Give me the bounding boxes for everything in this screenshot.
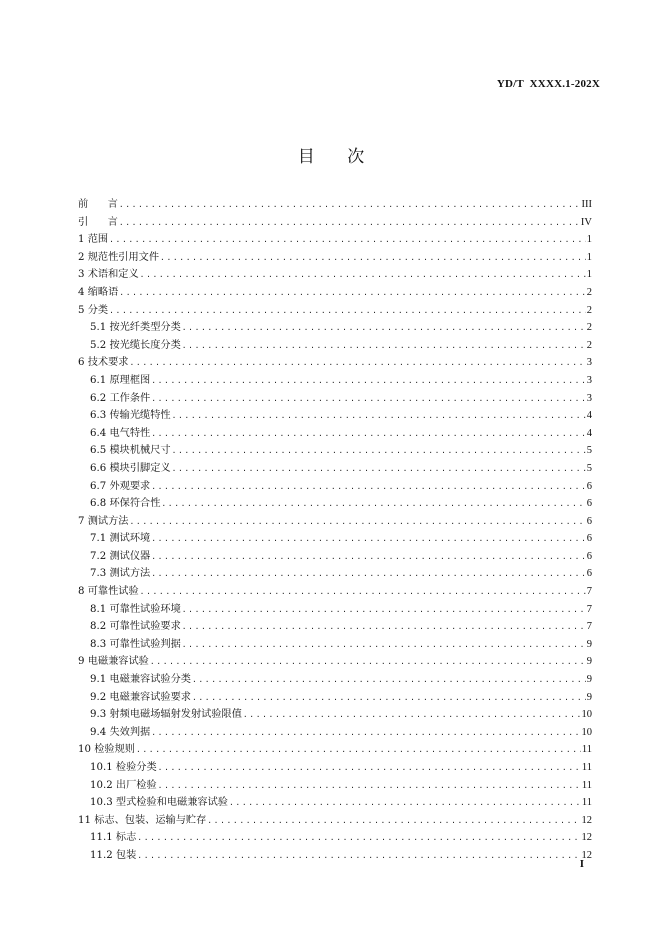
toc-dot-leader: [172, 460, 586, 478]
toc-entry-page: 11: [581, 797, 592, 809]
toc-entry-label: 7.3 测试方法: [90, 568, 151, 580]
toc-entry-label: 10.2 出厂检验: [90, 779, 157, 791]
toc-dot-leader: [151, 478, 586, 496]
toc-dot-leader: [136, 741, 581, 759]
toc-entry[interactable]: [78, 390, 592, 408]
toc-entry-label: 6.2 工作条件: [90, 392, 151, 404]
toc-entry[interactable]: [78, 302, 592, 320]
toc-entry-label: 7 测试方法: [78, 515, 129, 527]
toc-dot-leader: [172, 407, 586, 425]
toc-entry-page: 6: [586, 498, 592, 510]
toc-entry-label: 10 检验规则: [78, 744, 135, 756]
toc-dot-leader: [151, 530, 586, 548]
document-code: YD/T XXXX.1-202X: [496, 78, 600, 90]
toc-entry[interactable]: [78, 249, 592, 267]
toc-entry-page: 2: [586, 304, 592, 316]
toc-entry-label: 11.2 包装: [90, 849, 137, 861]
toc-entry-page: 1: [586, 269, 592, 281]
toc-entry-page: 4: [586, 410, 592, 422]
toc-entry-label: 4 缩略语: [78, 286, 119, 298]
toc-entry[interactable]: [78, 706, 592, 724]
toc-entry-page: 10: [581, 709, 592, 721]
toc-entry-page: 10: [581, 726, 592, 738]
toc-entry-page: 12: [581, 849, 592, 861]
toc-entry-page: 2: [586, 339, 592, 351]
toc-entry[interactable]: [78, 407, 592, 425]
toc-entry-page: 3: [586, 374, 592, 386]
toc-dot-leader: [161, 495, 585, 513]
toc-entry[interactable]: [78, 354, 592, 372]
toc-dot-leader: [109, 231, 586, 249]
toc-dot-leader: [129, 354, 585, 372]
toc-entry[interactable]: [78, 724, 592, 742]
toc-entry[interactable]: [78, 266, 592, 284]
toc-entry[interactable]: [78, 618, 592, 636]
toc-entry-label: 8.1 可靠性试验环境: [90, 603, 181, 615]
toc-dot-leader: [151, 548, 586, 566]
toc-entry[interactable]: [78, 653, 592, 671]
toc-entry-label: 前 言: [78, 199, 118, 210]
toc-dot-leader: [140, 583, 586, 601]
toc-entry[interactable]: [78, 794, 592, 812]
toc-entry-page: 7: [586, 603, 592, 615]
toc-entry-label: 9.2 电磁兼容试验要求: [90, 691, 191, 703]
toc-entry-label: 5.1 按光纤类型分类: [90, 322, 181, 334]
toc-entry[interactable]: [78, 583, 592, 601]
toc-entry-label: 9.1 电磁兼容试验分类: [90, 674, 191, 686]
toc-entry-page: 4: [586, 427, 592, 439]
toc-entry-page: 1: [586, 251, 592, 263]
toc-dot-leader: [182, 636, 586, 654]
toc-entry[interactable]: [78, 495, 592, 513]
toc-entry-page: 5: [586, 445, 592, 457]
toc-entry[interactable]: [78, 513, 592, 531]
toc-entry-page: 9: [586, 638, 592, 650]
toc-entry[interactable]: [78, 847, 592, 865]
toc-entry[interactable]: [78, 460, 592, 478]
toc-dot-leader: [192, 689, 586, 707]
toc-dot-leader: [151, 425, 586, 443]
toc-entry[interactable]: [78, 601, 592, 619]
toc-dot-leader: [109, 302, 586, 320]
toc-entry-label: 8.2 可靠性试验要求: [90, 621, 181, 633]
toc-entry-page: 5: [586, 462, 592, 474]
toc-entry-page: 6: [586, 515, 592, 527]
toc-entry-label: 6.7 外观要求: [90, 480, 151, 492]
toc-entry-page: 11: [581, 779, 592, 791]
toc-dot-leader: [182, 618, 586, 636]
toc-entry-page: 2: [586, 286, 592, 298]
toc-entry-label: 7.2 测试仪器: [90, 550, 151, 562]
toc-entry-label: 7.1 测试环境: [90, 533, 151, 545]
toc-entry-label: 6.6 模块引脚定义: [90, 462, 171, 474]
toc-dot-leader: [229, 794, 581, 812]
toc-entry[interactable]: [78, 442, 592, 460]
toc-dot-leader: [119, 284, 585, 302]
toc-entry-label: 6.4 电气特性: [90, 427, 151, 439]
toc-entry[interactable]: [78, 319, 592, 337]
toc-entry-label: 11.1 标志: [90, 832, 137, 844]
toc-entry-page: IV: [580, 216, 592, 228]
toc-entry-label: 9.4 失效判据: [90, 726, 151, 738]
table-of-contents: [78, 196, 592, 865]
toc-entry[interactable]: [78, 214, 592, 232]
toc-dot-leader: [172, 442, 586, 460]
toc-entry[interactable]: [78, 372, 592, 390]
toc-entry[interactable]: [78, 548, 592, 566]
toc-entry[interactable]: [78, 636, 592, 654]
toc-entry[interactable]: [78, 565, 592, 583]
toc-dot-leader: [158, 777, 581, 795]
toc-dot-leader: [140, 266, 586, 284]
toc-dot-leader: [182, 337, 586, 355]
toc-entry-label: 6.1 原理框图: [90, 374, 151, 386]
page-number: I: [579, 858, 584, 870]
toc-dot-leader: [150, 653, 586, 671]
toc-entry-label: 9.3 射频电磁场辐射发射试验限值: [90, 709, 242, 721]
toc-entry[interactable]: [78, 759, 592, 777]
toc-entry[interactable]: [78, 425, 592, 443]
toc-entry-label: 9 电磁兼容试验: [78, 656, 149, 668]
toc-entry-page: 12: [581, 814, 592, 826]
toc-dot-leader: [182, 601, 586, 619]
toc-entry-page: 1: [586, 234, 592, 246]
toc-entry-label: 8 可靠性试验: [78, 586, 139, 598]
toc-dot-leader: [119, 196, 581, 214]
toc-entry[interactable]: [78, 741, 592, 759]
toc-entry[interactable]: [78, 284, 592, 302]
toc-entry-label: 10.3 型式检验和电磁兼容试验: [90, 797, 228, 809]
toc-entry[interactable]: [78, 777, 592, 795]
toc-dot-leader: [243, 706, 581, 724]
toc-dot-leader: [151, 565, 586, 583]
toc-entry[interactable]: [78, 337, 592, 355]
toc-entry-label: 引 言: [78, 216, 118, 228]
toc-dot-leader: [137, 829, 580, 847]
page-title: 目 次: [297, 147, 365, 167]
toc-dot-leader: [207, 812, 580, 830]
toc-dot-leader: [182, 319, 586, 337]
toc-entry-page: III: [581, 199, 592, 210]
toc-dot-leader: [158, 759, 581, 777]
toc-entry[interactable]: [78, 231, 592, 249]
toc-entry-label: 1 范围: [78, 234, 109, 246]
toc-entry-label: 6.5 模块机械尺寸: [90, 445, 171, 457]
toc-dot-leader: [192, 671, 586, 689]
toc-entry-page: 12: [581, 832, 592, 844]
toc-entry-label: 3 术语和定义: [78, 269, 139, 281]
toc-entry-page: 6: [586, 533, 592, 545]
toc-entry-page: 6: [586, 550, 592, 562]
toc-entry-label: 2 规范性引用文件: [78, 251, 160, 263]
toc-dot-leader: [119, 214, 580, 232]
toc-entry-page: 3: [586, 392, 592, 404]
toc-entry-page: 6: [586, 480, 592, 492]
toc-dot-leader: [151, 372, 586, 390]
toc-entry[interactable]: [78, 478, 592, 496]
toc-entry[interactable]: [78, 812, 592, 830]
toc-entry-page: 2: [586, 322, 592, 334]
toc-entry-page: 11: [581, 744, 592, 756]
toc-entry-page: 6: [586, 568, 592, 580]
toc-dot-leader: [160, 249, 586, 267]
toc-entry-label: 6.8 环保符合性: [90, 498, 161, 510]
toc-dot-leader: [137, 847, 580, 865]
toc-entry[interactable]: [78, 671, 592, 689]
toc-entry-page: 7: [586, 621, 592, 633]
toc-entry[interactable]: [78, 829, 592, 847]
toc-entry-label: 8.3 可靠性试验判据: [90, 638, 181, 650]
toc-entry-label: 6.3 传输光缆特性: [90, 410, 171, 422]
toc-entry-page: 9: [586, 691, 592, 703]
toc-entry-page: 9: [586, 656, 592, 668]
toc-entry-label: 5.2 按光缆长度分类: [90, 339, 181, 351]
toc-entry-page: 9: [586, 674, 592, 686]
toc-entry[interactable]: [78, 196, 592, 214]
toc-dot-leader: [151, 390, 586, 408]
toc-entry-page: 3: [586, 357, 592, 369]
toc-dot-leader: [151, 724, 580, 742]
toc-entry-label: 11 标志、包装、运输与贮存: [78, 814, 207, 826]
toc-dot-leader: [129, 513, 585, 531]
toc-entry[interactable]: [78, 689, 592, 707]
toc-entry-label: 10.1 检验分类: [90, 762, 157, 773]
toc-entry-label: 6 技术要求: [78, 357, 129, 369]
toc-entry[interactable]: [78, 530, 592, 548]
toc-entry-page: 7: [586, 586, 592, 598]
toc-entry-page: 11: [581, 762, 592, 773]
toc-entry-label: 5 分类: [78, 304, 109, 316]
